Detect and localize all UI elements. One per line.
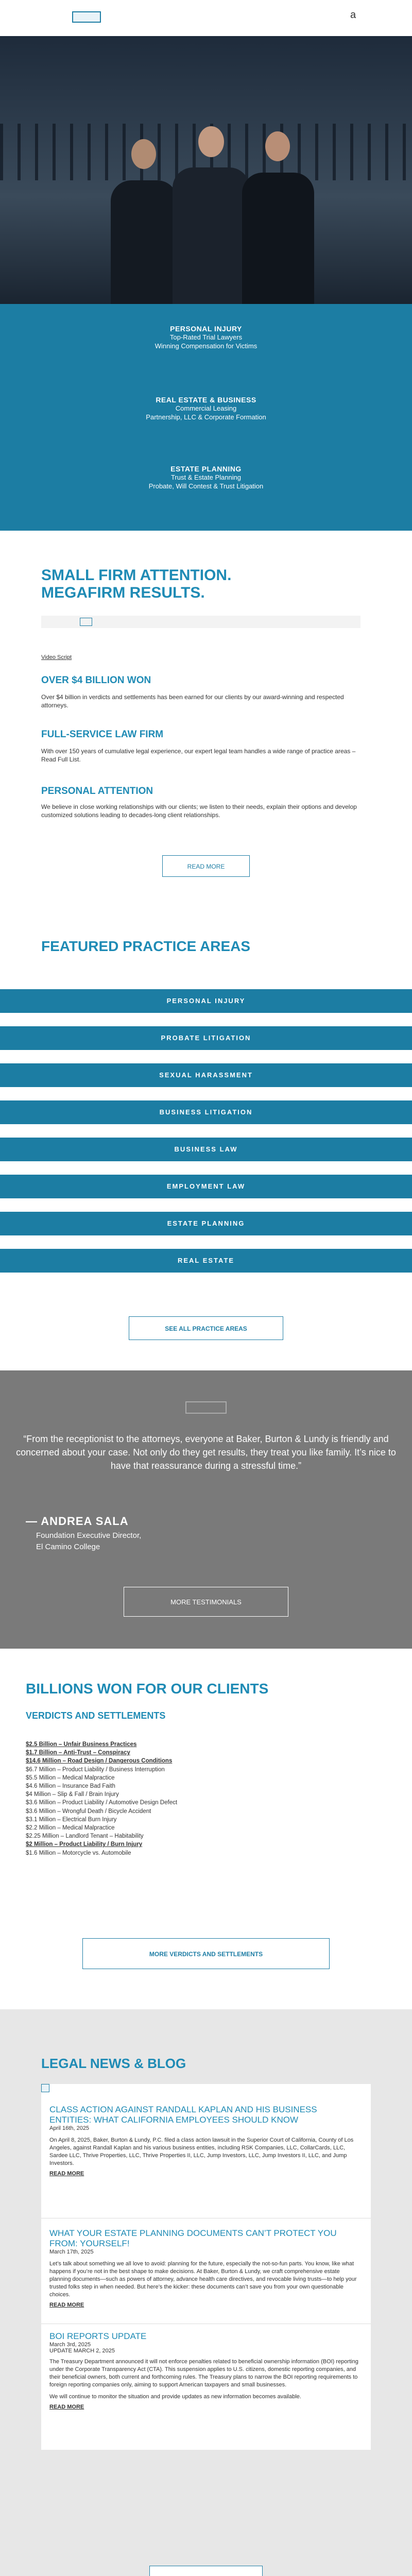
play-icon[interactable]: [80, 618, 92, 626]
practice-item-business-law[interactable]: BUSINESS LAW: [0, 1138, 412, 1161]
post-title[interactable]: WHAT YOUR ESTATE PLANNING DOCUMENTS CAN’T PROTECT YOU FROM: YOURSELF!: [49, 2228, 337, 2248]
post-date: April 16th, 2025: [49, 2125, 90, 2131]
verdicts-subtitle: VERDICTS AND SETTLEMENTS: [26, 1710, 166, 1721]
search-icon[interactable]: a: [350, 9, 356, 21]
firm-logo[interactable]: [72, 11, 101, 23]
post-date: March 3rd, 2025: [49, 2342, 91, 2348]
news-post-1: [49, 2105, 358, 2177]
won-title: OVER $4 BILLION WON: [41, 675, 151, 686]
verdict-item: $3.6 Million – Product Liability / Automotive Design Defect: [26, 1800, 178, 1806]
more-verdicts-button[interactable]: MORE VERDICTS AND SETTLEMENTS: [82, 1938, 330, 1969]
post-update: UPDATE MARCH 2, 2025: [49, 2348, 115, 2354]
service-real-estate-business[interactable]: [0, 396, 412, 421]
verdict-item: $1.6 Million – Motorcycle vs. Automobile: [26, 1850, 131, 1856]
verdict-item: $5.5 Million – Medical Malpractice: [26, 1774, 115, 1781]
service-title: PERSONAL INJURY: [170, 325, 242, 333]
post-title[interactable]: CLASS ACTION AGAINST RANDALL KAPLAN AND HIS BUSINESS ENTITIES: WHAT CALIFORNIA EMPLOYEES SHOULD KNOW: [49, 2105, 317, 2125]
top-bar: [0, 0, 412, 36]
post-body: Let’s talk about something we all love to avoid: planning for the future, especially the not-so-fun parts. You know, like what happens if you’re not in the best shape to make decisions. At Baker, Burton & Lundy, we craft comprehensive estate planning documents—such as powers of attorney, advance health care directives, and revocable living trusts—to help your trusted folks step in when needed. But here’s the kicker: these documents can’t save you from your own questionable choices.: [49, 2261, 357, 2298]
hero-services-band: [0, 304, 412, 531]
verdict-item: $2.25 Million – Landlord Tenant – Habitability: [26, 1833, 144, 1840]
testimonial-role: Foundation Executive Director,: [36, 1531, 142, 1540]
fullservice-text: With over 150 years of cumulative legal experience, our expert legal team handles a wide range of practice areas – Read Full List.: [41, 748, 356, 763]
personal-text: We believe in close working relationships with our clients; we listen to their needs, explain their options and develop customized solutions leading to decades-long client relationships.: [41, 803, 357, 819]
video-script-link[interactable]: Video Script: [41, 654, 72, 660]
attorney-figure-center: [173, 167, 250, 304]
won-text: Over $4 billion in verdicts and settlements has been earned for our clients by our award-winning and respected attorneys.: [41, 693, 344, 709]
service-estate-planning[interactable]: [0, 465, 412, 490]
service-line: Trust & Estate Planning: [170, 473, 242, 481]
service-line: Partnership, LLC & Corporate Formation: [146, 413, 266, 421]
post-date: March 17th, 2025: [49, 2249, 94, 2255]
news-post-3: [49, 2331, 358, 2410]
service-line: Commercial Leasing: [175, 404, 237, 412]
fullservice-title: FULL-SERVICE LAW FIRM: [41, 729, 164, 740]
billions-title: BILLIONS WON FOR OUR CLIENTS: [26, 1681, 269, 1697]
practice-item-business-litigation[interactable]: BUSINESS LITIGATION: [0, 1100, 412, 1124]
hero-photo: [0, 36, 412, 304]
practice-item-personal-injury[interactable]: PERSONAL INJURY: [0, 989, 412, 1013]
post-read-more[interactable]: READ MORE: [49, 2404, 84, 2410]
testimonial-organization: El Camino College: [36, 1543, 100, 1551]
testimonial-band: [0, 1370, 412, 1649]
video-player[interactable]: [41, 616, 360, 628]
service-title: REAL ESTATE & BUSINESS: [156, 396, 256, 404]
news-title: LEGAL NEWS & BLOG: [41, 2056, 186, 2071]
verdict-item[interactable]: $2.5 Billion – Unfair Business Practices: [26, 1741, 137, 1748]
attorney-head-left: [131, 139, 156, 169]
verdicts-list: [26, 1740, 335, 1857]
practice-item-real-estate[interactable]: REAL ESTATE: [0, 1249, 412, 1273]
post-body: The Treasury Department announced it will not enforce penalties related to beneficial ownership information (BOI) reporting under the Corporate Transparency Act (CTA). This suspension applies to U.S. citizens, domestic reporting companies, and their beneficial owners, both current and forthcoming rules. The Treasury plans to narrow the BOI reporting requirements to foreign reporting companies only, aiming to support American taxpayers and small businesses.: [49, 2359, 358, 2388]
attorney-figure-left: [111, 180, 178, 304]
testimonial-quote: “From the receptionist to the attorneys, everyone at Baker, Burton & Lundy is friendly and concerned about your case. Not only do they get results, they treat you like family. It’s nice to have that reassurance during a stressful time.”: [16, 1434, 396, 1471]
practice-item-sexual-harassment[interactable]: SEXUAL HARASSMENT: [0, 1063, 412, 1087]
service-line: Winning Compensation for Victims: [154, 342, 258, 350]
practice-title: FEATURED PRACTICE AREAS: [41, 938, 251, 954]
verdict-item: $3.6 Million – Wrongful Death / Bicycle Accident: [26, 1808, 151, 1815]
post-read-more[interactable]: READ MORE: [49, 2171, 84, 2177]
verdict-item: $4 Million – Slip & Fall / Brain Injury: [26, 1791, 119, 1798]
practice-item-employment-law[interactable]: EMPLOYMENT LAW: [0, 1175, 412, 1198]
service-personal-injury[interactable]: [0, 325, 412, 350]
verdict-item: $4.6 Million – Insurance Bad Faith: [26, 1783, 115, 1790]
news-section: [0, 2009, 412, 2576]
practice-item-probate-litigation[interactable]: PROBATE LITIGATION: [0, 1026, 412, 1050]
more-testimonials-button[interactable]: MORE TESTIMONIALS: [124, 1587, 288, 1617]
verdict-item: $3.1 Million – Electrical Burn Injury: [26, 1816, 117, 1823]
see-all-practice-areas-button[interactable]: SEE ALL PRACTICE AREAS: [129, 1316, 283, 1340]
intro-headline-2: MEGAFIRM RESULTS.: [41, 584, 205, 601]
post-read-more[interactable]: READ MORE: [49, 2302, 84, 2308]
testimonial-name: — ANDREA SALA: [26, 1515, 129, 1528]
news-card: [41, 2084, 371, 2450]
intro-section: [41, 567, 371, 602]
post-title[interactable]: BOI REPORTS UPDATE: [49, 2331, 147, 2341]
attorney-head-right: [265, 131, 290, 161]
service-title: ESTATE PLANNING: [170, 465, 242, 473]
personal-title: PERSONAL ATTENTION: [41, 786, 153, 796]
attorney-figure-right: [242, 173, 314, 304]
attorney-head-center: [198, 126, 224, 157]
read-more-button[interactable]: READ MORE: [162, 855, 250, 877]
service-line: Top-Rated Trial Lawyers: [169, 333, 243, 341]
verdict-item: $6.7 Million – Product Liability / Business Interruption: [26, 1766, 165, 1773]
more-posts-button[interactable]: [149, 2566, 263, 2576]
verdict-item: $2.2 Million – Medical Malpractice: [26, 1825, 115, 1832]
verdict-item[interactable]: $14.6 Million – Road Design / Dangerous Conditions: [26, 1758, 173, 1765]
post-body-2: We will continue to monitor the situation and provide updates as new information becomes available.: [49, 2394, 301, 2400]
news-image-icon: [41, 2084, 49, 2092]
quote-icon: [185, 1401, 227, 1414]
practice-item-estate-planning[interactable]: ESTATE PLANNING: [0, 1212, 412, 1235]
verdict-item[interactable]: $2 Million – Product Liability / Burn Injury: [26, 1841, 143, 1848]
verdict-item[interactable]: $1.7 Billion – Anti-Trust – Conspiracy: [26, 1750, 130, 1756]
intro-headline-1: SMALL FIRM ATTENTION.: [41, 567, 232, 584]
service-line: Probate, Will Contest & Trust Litigation: [148, 482, 264, 490]
post-body: On April 8, 2025, Baker, Burton & Lundy, P.C. filed a class action lawsuit in the Superior Court of California, County of Los Angeles, against Randall Kaplan and his various business entities, including RSK Companies, LLC, CollarCards, LLC, Sardee LLC, Thrive Properties, LLC, Thrive Properties II, LLC, Jump Investors, LLC, Jump Investors II, LLC, and Jump Investors.: [49, 2137, 354, 2166]
news-post-2: [49, 2228, 358, 2308]
